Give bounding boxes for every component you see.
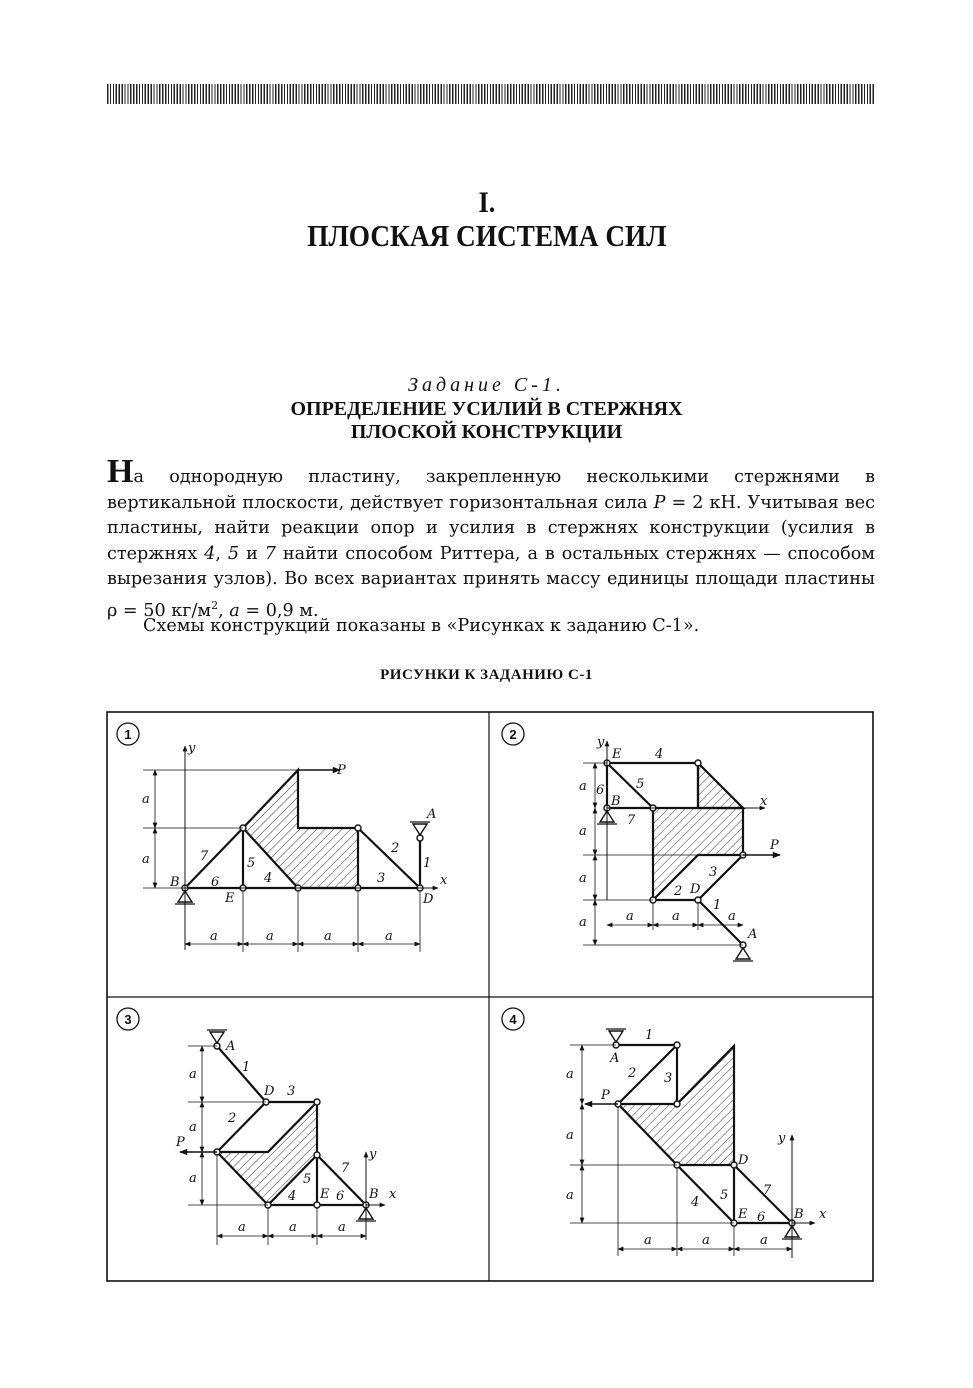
rod-label: 7 bbox=[200, 849, 209, 864]
paragraph-text-b: = 2 кН. Учитывая вес пластины, найти реакции опор и усилия в стержнях конструкции (усилия в стержнях bbox=[107, 492, 875, 564]
figure-panel-3 bbox=[117, 1008, 397, 1245]
node-label-a: A bbox=[610, 1051, 620, 1066]
rod-label: 5 bbox=[303, 1172, 312, 1187]
axis-y-label: y bbox=[778, 1131, 786, 1146]
separator: и bbox=[239, 543, 265, 564]
panel-number: 3 bbox=[124, 1012, 132, 1027]
separator: , bbox=[218, 600, 230, 621]
node-label-d: D bbox=[690, 882, 701, 897]
paragraph-text-c: найти способом Риттера, а в остальных стержнях — способом вырезания узлов). Во всех вариантах принять массу единицы площади пластины ρ = 50 кг/м bbox=[107, 543, 875, 621]
dim-label: a bbox=[338, 1220, 346, 1235]
node-label-b: B bbox=[170, 875, 180, 890]
task-label: Задание С-1. bbox=[408, 374, 565, 396]
length-symbol: a bbox=[229, 600, 240, 621]
rod-label: 3 bbox=[377, 871, 386, 886]
rod-label: 1 bbox=[645, 1028, 654, 1043]
dim-label: a bbox=[324, 929, 332, 944]
superscript-2: 2 bbox=[211, 598, 219, 612]
task-title-line2: ПЛОСКОЙ КОНСТРУКЦИИ bbox=[350, 421, 623, 443]
node-label-a: A bbox=[748, 927, 758, 942]
axis-x-label: x bbox=[760, 794, 768, 809]
node-label-e: E bbox=[612, 747, 622, 762]
dim-label: a bbox=[672, 909, 680, 924]
rod-label: 4 bbox=[691, 1195, 700, 1210]
rod-label: 3 bbox=[664, 1071, 673, 1086]
rod-ref-4: 4 bbox=[204, 543, 216, 564]
dim-label: a bbox=[189, 1067, 197, 1082]
rod-label: 2 bbox=[228, 1111, 237, 1126]
separator: , bbox=[215, 543, 228, 564]
node-label-a: A bbox=[226, 1039, 236, 1054]
dim-label: a bbox=[189, 1171, 197, 1186]
dim-label: a bbox=[702, 1233, 710, 1248]
panel-number: 2 bbox=[509, 727, 517, 742]
force-symbol: P bbox=[653, 492, 666, 513]
rod-label: 7 bbox=[627, 813, 636, 828]
panel-number: 1 bbox=[124, 727, 132, 742]
node-label-b: B bbox=[611, 794, 621, 809]
dim-label: a bbox=[385, 929, 393, 944]
dim-label: a bbox=[579, 779, 587, 794]
rod-label: 5 bbox=[720, 1188, 729, 1203]
dim-label: a bbox=[579, 824, 587, 839]
axis-x-label: x bbox=[819, 1207, 827, 1222]
node-label-b: B bbox=[369, 1187, 379, 1202]
rod-label: 1 bbox=[713, 898, 722, 913]
force-label: P bbox=[770, 838, 779, 853]
schemes-note: Схемы конструкций показаны в «Рисунках к заданию С-1». bbox=[143, 616, 700, 636]
dim-label: a bbox=[760, 1233, 768, 1248]
axis-y-label: y bbox=[369, 1147, 377, 1162]
rod-label: 1 bbox=[423, 856, 432, 871]
rod-label: 7 bbox=[341, 1161, 350, 1176]
chapter-title: ПЛОСКАЯ СИСТЕМА СИЛ bbox=[307, 218, 667, 253]
dim-label: a bbox=[644, 1233, 652, 1248]
node-label-d: D bbox=[423, 892, 434, 907]
dim-label: a bbox=[579, 915, 587, 930]
rod-label: 2 bbox=[674, 884, 683, 899]
axis-y-label: y bbox=[597, 735, 605, 750]
rod-ref-7: 7 bbox=[264, 543, 276, 564]
rod-ref-5: 5 bbox=[227, 543, 240, 564]
dim-label: a bbox=[566, 1067, 574, 1082]
dim-label: a bbox=[142, 792, 150, 807]
chapter-number: I. bbox=[478, 186, 496, 219]
rod-label: 2 bbox=[391, 841, 400, 856]
rod-label: 6 bbox=[211, 875, 220, 890]
rod-label: 3 bbox=[709, 865, 718, 880]
dim-label: a bbox=[210, 929, 218, 944]
force-label: P bbox=[337, 763, 346, 778]
rod-label: 4 bbox=[264, 871, 273, 886]
rod-label: 6 bbox=[757, 1210, 766, 1225]
node-label-e: E bbox=[738, 1207, 748, 1222]
figures-caption: РИСУНКИ К ЗАДАНИЮ С-1 bbox=[380, 667, 593, 683]
dim-label: a bbox=[189, 1120, 197, 1135]
panel-number: 4 bbox=[509, 1012, 517, 1027]
rod-label: 2 bbox=[628, 1066, 637, 1081]
node-label-e: E bbox=[320, 1187, 330, 1202]
axis-y-label: y bbox=[188, 741, 196, 756]
dim-label: a bbox=[566, 1128, 574, 1143]
rod-label: 4 bbox=[288, 1189, 297, 1204]
rod-label: 7 bbox=[763, 1183, 772, 1198]
dim-label: a bbox=[238, 1220, 246, 1235]
paragraph-text-e: = 0,9 м. bbox=[239, 600, 319, 621]
dim-label: a bbox=[266, 929, 274, 944]
dim-label: a bbox=[728, 909, 736, 924]
node-label-e: E bbox=[225, 891, 235, 906]
rod-label: 3 bbox=[287, 1084, 296, 1099]
rod-label: 6 bbox=[596, 783, 605, 798]
rod-label: 5 bbox=[247, 856, 256, 871]
rod-label: 1 bbox=[242, 1060, 251, 1075]
node-label-a: A bbox=[427, 807, 437, 822]
figure-panel-2 bbox=[502, 723, 780, 961]
rod-label: 6 bbox=[336, 1189, 345, 1204]
axis-x-label: x bbox=[440, 873, 448, 888]
axis-x-label: x bbox=[389, 1187, 397, 1202]
paragraph-text-a: а однородную пластину, закрепленную несколькими стержнями в вертикальной плоскости, действует горизонтальная сила bbox=[107, 467, 875, 513]
node-label-d: D bbox=[738, 1153, 749, 1168]
task-title-line1: ОПРЕДЕЛЕНИЕ УСИЛИЙ В СТЕРЖНЯХ bbox=[290, 398, 683, 420]
dim-label: a bbox=[579, 871, 587, 886]
node-label-d: D bbox=[264, 1084, 275, 1099]
figure-panel-1 bbox=[117, 723, 448, 952]
figure-panel-4 bbox=[502, 1008, 827, 1258]
dim-label: a bbox=[289, 1220, 297, 1235]
dim-label: a bbox=[566, 1188, 574, 1203]
node-label-b: B bbox=[794, 1207, 804, 1222]
force-label: P bbox=[176, 1135, 185, 1150]
rod-label: 5 bbox=[636, 777, 645, 792]
dropcap: Н bbox=[107, 453, 134, 490]
rod-label: 4 bbox=[655, 747, 664, 762]
dim-label: a bbox=[142, 852, 150, 867]
plate bbox=[243, 770, 358, 888]
force-label: P bbox=[601, 1088, 610, 1103]
dim-label: a bbox=[626, 909, 634, 924]
